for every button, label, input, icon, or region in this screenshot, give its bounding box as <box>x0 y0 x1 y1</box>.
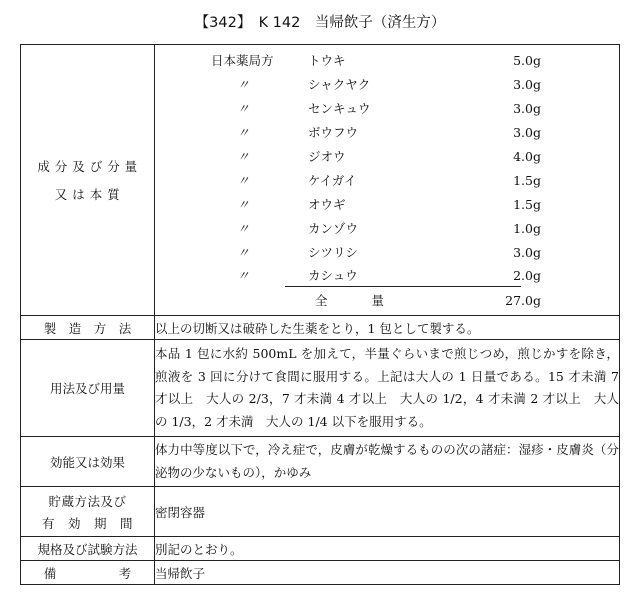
standards-value: 別記のとおり。 <box>155 537 620 561</box>
storage-label <box>21 487 155 537</box>
storage-label-line-2: 有 効 期 間 <box>41 515 133 531</box>
ingredient-amount: 3.0g <box>513 125 541 140</box>
ingredient-name: カンゾウ <box>308 221 359 236</box>
ingredient-amount: 4.0g <box>513 149 541 164</box>
remarks-value: 当帰飲子 <box>155 561 620 585</box>
ingredient-name: カシュウ <box>308 268 358 283</box>
efficacy-value <box>155 437 620 487</box>
standards-label: 規格及び試験方法 <box>21 537 155 561</box>
ingredient-standard: 〃 <box>237 125 250 140</box>
ingredient-name: ボウフウ <box>308 125 359 140</box>
storage-value: 密閉容器 <box>155 487 620 537</box>
remarks-row <box>21 561 620 585</box>
ingredient-row <box>155 171 619 191</box>
storage-row <box>21 487 620 537</box>
composition-label <box>21 45 155 316</box>
standards-row <box>21 537 620 561</box>
usage-row <box>21 340 620 437</box>
ingredient-row <box>155 266 619 286</box>
composition-value <box>155 45 620 316</box>
ingredient-standard: 〃 <box>237 77 250 92</box>
composition-label-line-2: 又 は 本 質 <box>54 187 121 202</box>
ingredient-amount: 3.0g <box>513 77 541 92</box>
ingredient-standard: 〃 <box>237 149 250 164</box>
ingredient-standard: 〃 <box>237 173 250 188</box>
ingredient-name: オウギ <box>308 197 346 212</box>
usage-value <box>155 340 620 437</box>
ingredient-standard: 〃 <box>237 221 250 236</box>
ingredient-standard: 〃 <box>237 268 250 283</box>
ingredient-standard: 〃 <box>237 101 250 116</box>
ingredient-name: シツリシ <box>308 245 359 260</box>
composition-row <box>21 45 620 316</box>
total-rule <box>285 286 521 287</box>
ingredient-standard: 〃 <box>237 245 250 260</box>
ingredient-standard: 〃 <box>237 197 250 212</box>
remarks-label: 備 考 <box>21 561 155 585</box>
ingredient-row <box>155 243 619 263</box>
manufacture-label: 製 造 方 法 <box>21 316 155 340</box>
ingredient-amount: 1.5g <box>513 197 541 212</box>
ingredient-amount: 3.0g <box>513 245 541 260</box>
ingredient-name: トウキ <box>308 53 346 68</box>
ingredient-amount: 1.0g <box>513 221 541 236</box>
ingredient-row <box>155 195 619 215</box>
total-amount: 27.0g <box>505 293 541 308</box>
ingredient-name: センキュウ <box>308 101 371 116</box>
ingredient-name: ケイガイ <box>308 173 357 188</box>
ingredient-amount: 3.0g <box>513 101 541 116</box>
total-row <box>155 291 619 311</box>
ingredient-row <box>155 147 619 167</box>
formula-spec-table <box>20 44 620 585</box>
page-title: 【342】 K 142 当帰飲子（済生方） <box>194 15 446 31</box>
composition-label-line-1: 成 分 及 び 分 量 <box>37 159 138 174</box>
manufacture-value: 以上の切断又は破砕した生薬をとり，1 包として製する。 <box>155 316 620 340</box>
usage-label: 用法及び用量 <box>21 340 155 437</box>
ingredient-row <box>155 99 619 119</box>
ingredient-row <box>155 51 619 71</box>
ingredient-list <box>155 45 619 315</box>
ingredient-amount: 1.5g <box>513 173 541 188</box>
efficacy-row <box>21 437 620 487</box>
ingredient-name: シャクヤク <box>308 77 371 92</box>
efficacy-text: 体力中等度以下で，冷え症で，皮膚が乾燥するものの次の諸症：湿疹・皮膚炎（分泌物の少ないもの），かゆみ <box>155 442 619 480</box>
ingredient-row <box>155 219 619 239</box>
manufacture-row <box>21 316 620 340</box>
storage-label-line-1: 貯蔵方法及び <box>48 493 127 509</box>
efficacy-label: 効能又は効果 <box>21 437 155 487</box>
ingredient-amount: 5.0g <box>513 53 541 68</box>
ingredient-name: ジオウ <box>308 149 346 164</box>
ingredient-row <box>155 75 619 95</box>
total-label: 全 量 <box>315 293 404 308</box>
ingredient-row <box>155 123 619 143</box>
ingredient-standard: 日本薬局方 <box>211 53 274 68</box>
ingredient-amount: 2.0g <box>513 268 541 283</box>
usage-text: 本品 1 包に水約 500mL を加えて，半量ぐらいまで煎じつめ，煎じかすを除き，煎液を 3 回に分けて食間に服用する。上記は大人の 1 日量である。15 才未満 7 才以上 大人の 2/3，7 才未満 4 才以上 大人の 1/2，4 才未満 2 才以上 大人の 1/3，2 才未満 大人の 1/4 以下を服用する。 <box>155 346 619 429</box>
